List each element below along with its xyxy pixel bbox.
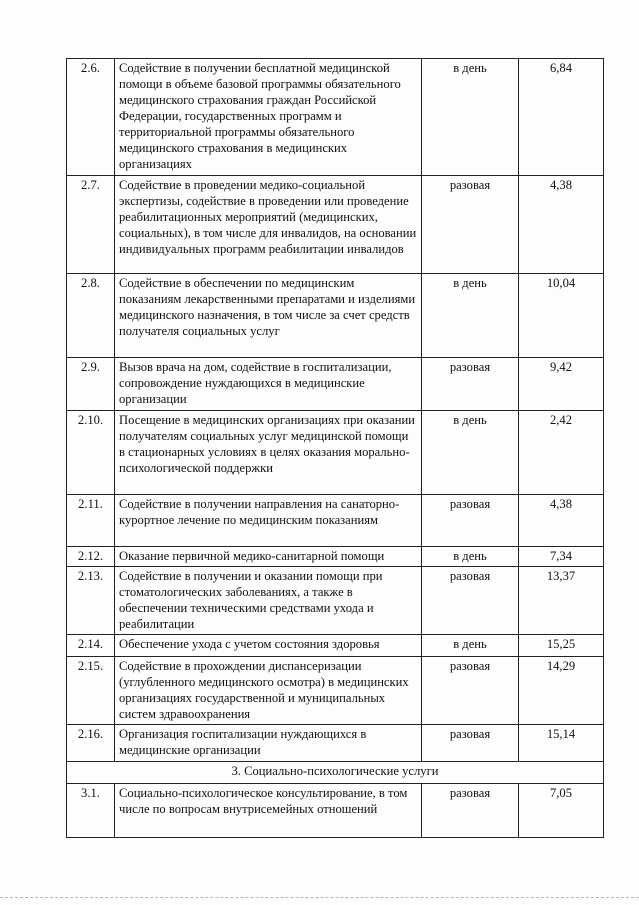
table-row [67, 784, 604, 838]
table-row [67, 567, 604, 635]
row-number: 2.14. [67, 635, 115, 657]
service-unit: в день [422, 635, 519, 657]
row-number: 2.10. [67, 411, 115, 495]
service-unit: разовая [422, 176, 519, 274]
service-price: 4,38 [519, 495, 604, 547]
service-price: 10,04 [519, 274, 604, 358]
service-unit: разовая [422, 567, 519, 635]
service-name: Вызов врача на дом, содействие в госпитализации, сопровождение нуждающихся в медицинские организации [115, 358, 422, 411]
service-name: Содействие в получении и оказании помощи при стоматологических заболеваниях, а также в обеспечении техническими средствами ухода и реабилитации [115, 567, 422, 635]
service-price: 7,05 [519, 784, 604, 838]
service-unit: в день [422, 59, 519, 176]
row-number: 2.13. [67, 567, 115, 635]
row-number: 2.11. [67, 495, 115, 547]
table-row [67, 358, 604, 411]
table-row [67, 657, 604, 725]
service-name: Посещение в медицинских организациях при оказании получателям социальных услуг медицинской помощи в стационарных условиях в целях оказания морально-психологической поддержки [115, 411, 422, 495]
section-header-row [67, 762, 604, 784]
table-row [67, 495, 604, 547]
table-row [67, 725, 604, 762]
service-name: Содействие в прохождении диспансеризации (углубленного медицинского осмотра) в медицинских организациях государственной и муниципальных систем здравоохранения [115, 657, 422, 725]
table-row [67, 59, 604, 176]
row-number: 3.1. [67, 784, 115, 838]
service-price: 15,14 [519, 725, 604, 762]
service-unit: разовая [422, 657, 519, 725]
row-number: 2.7. [67, 176, 115, 274]
service-unit: в день [422, 547, 519, 567]
row-number: 2.9. [67, 358, 115, 411]
service-name: Содействие в получении направления на санаторно-курортное лечение по медицинским показаниям [115, 495, 422, 547]
service-name: Оказание первичной медико-санитарной помощи [115, 547, 422, 567]
section-title: 3. Социально-психологические услуги [67, 762, 604, 784]
service-price: 2,42 [519, 411, 604, 495]
service-price: 4,38 [519, 176, 604, 274]
service-price: 7,34 [519, 547, 604, 567]
services-table [66, 58, 604, 838]
service-unit: в день [422, 274, 519, 358]
table-row [67, 274, 604, 358]
service-unit: разовая [422, 784, 519, 838]
page-bottom-edge [0, 897, 639, 898]
service-price: 14,29 [519, 657, 604, 725]
row-number: 2.15. [67, 657, 115, 725]
service-name: Социально-психологическое консультирование, в том числе по вопросам внутрисемейных отношений [115, 784, 422, 838]
service-name: Содействие в обеспечении по медицинским показаниям лекарственными препаратами и изделиями медицинского назначения, в том числе за счет средств получателя социальных услуг [115, 274, 422, 358]
table-row [67, 176, 604, 274]
service-price: 9,42 [519, 358, 604, 411]
service-name: Содействие в получении бесплатной медицинской помощи в объеме базовой программы обязательного медицинского страхования граждан Российской Федерации, государственных программ и территориальной программы обязательного медицинского страхования в медицинских организациях [115, 59, 422, 176]
service-name: Организация госпитализации нуждающихся в медицинские организации [115, 725, 422, 762]
row-number: 2.8. [67, 274, 115, 358]
service-price: 15,25 [519, 635, 604, 657]
table-row [67, 411, 604, 495]
service-name: Содействие в проведении медико-социальной экспертизы, содействие в проведении или проведение реабилитационных мероприятий (медицинских, социальных), в том числе для инвалидов, на основании индивидуальных программ реабилитации инвалидов [115, 176, 422, 274]
table-row [67, 635, 604, 657]
service-unit: разовая [422, 725, 519, 762]
service-unit: разовая [422, 358, 519, 411]
row-number: 2.6. [67, 59, 115, 176]
service-name: Обеспечение ухода с учетом состояния здоровья [115, 635, 422, 657]
row-number: 2.12. [67, 547, 115, 567]
service-unit: разовая [422, 495, 519, 547]
row-number: 2.16. [67, 725, 115, 762]
service-price: 13,37 [519, 567, 604, 635]
service-unit: в день [422, 411, 519, 495]
service-price: 6,84 [519, 59, 604, 176]
table-row [67, 547, 604, 567]
